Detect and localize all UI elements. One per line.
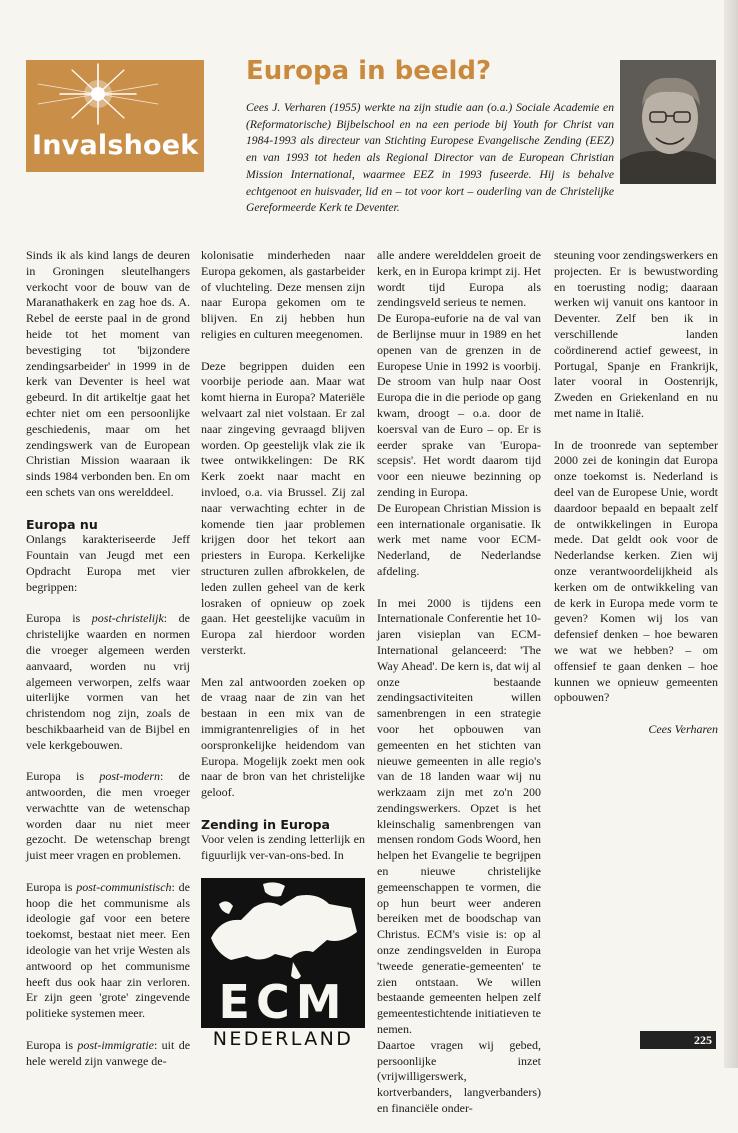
heading-zending-in-europa: Zending in Europa <box>201 816 330 832</box>
paragraph: In mei 2000 is tijdens een Internationale Conferentie het 10-jaren visieplan van ECM-International gelanceerd: 'The Way Ahead'. De kern is, dat wij al onze bestaande zendingsactiviteiten willen samenbrengen in een strategie voor het opbouwen van gemeenten en het stichten van nieuwe gemeenten in alle regio's van de 18 landen waar wij nu werkzaam zijn met zo'n 200 zendingswerkers. Opzet is het kleinschalig samenbrengen van mensen rondom Gods Woord, hen helpen het Evangelie te begrijpen en nieuwe christelijke gemeenschappen te vormen, die op hun beurt weer anderen bereiken met de boodschap van Christus. ECM's visie is: op al onze zendingsvelden in Europa 'tweede generatie-gemeenten' te zien ontstaan. We willen bestaande gemeenten helpen zelf gemeentestichtende initiatieven te nemen. <box>377 595 541 1037</box>
paragraph: De Europa-euforie na de val van de Berlijnse muur in 1989 en het openen van de grenzen in de Europese Unie in 1992 is voorbij. De stroom van hulp naar Oost Europa die in die periode op gang kwam, droogt – o.a. door de koersval van de Euro – op. Er is eerder sprake van 'Europa-scepsis'. Het wordt daarom tijd voor een nieuwe bezinning op zending in Europa. <box>377 311 541 499</box>
page-number: 225 <box>640 1031 716 1049</box>
paragraph: In de troonrede van september 2000 zei de koningin dat Europa onze toekomst is. Nederland is deel van de Europese Unie, wordt daardoor bepaald en bepaalt zelf de ontwikkelingen in Europa mede. Dat geldt ook voor de Nederlandse kerken. Zien wij onze verantwoordelijkheid als kerken om de ontwikkeling van de kerk in Europa mede vorm te geven? Komen wij los van defensief denken – hoe bewaren we wat we hebben? – om offensief te gaan denken – hoe kunnen we opnieuw gemeenten opbouwen? <box>554 437 718 705</box>
column-1 <box>26 248 190 1085</box>
term: post-christelijk <box>91 611 164 626</box>
column-4 <box>554 248 718 754</box>
paragraph: Europa is post-communistisch: de hoop die het communisme als ideologie gaf voor een betere toekomst, bestaat niet meer. Een ideologie van het vrije Westen als antwoord op het communisme heeft dus ook haar zin verloren. Er zijn geen 'grote' zingevende politieke systemen meer. <box>26 879 190 1021</box>
heading-europa-nu: Europa nu <box>26 516 98 532</box>
page-edge <box>724 0 738 1068</box>
article-title: Europa in beeld? <box>246 56 492 86</box>
paragraph: alle andere werelddelen groeit de kerk, en in Europa krimpt zij. Het wordt tijd Europa als zendingsveld serieus te nemen. <box>377 248 541 310</box>
invalshoek-badge <box>26 60 204 172</box>
paragraph: Europa is post-christelijk: de christelijke waarden en normen die vroeger algemeen werden aanvaard, worden nu vrij algemeen verworpen, zelfs waar uiterlijke vormen van het christendom nog zijn, zoals de beschikbaarheid van de Bijbel en vele kerkgebouwen. <box>26 611 190 752</box>
paragraph: Sinds ik als kind langs de deuren in Groningen sleutelhangers verkocht voor de bouw van de Maranathakerk en zag hoe ds. A. Rebel de eerste paal in de grond heide tot het moment van bevestiging tot 'bijzondere zendingsarbeider' in 1999 in de kerk van Deventer is heel wat gebeurd. In dit artikeltje gaat het echter niet om een persoonlijke geschiedenis, maar om het zendingswerk van de European Christian Mission waaraan ik sinds 1984 verbonden ben. En om een schets van ons werelddeel. <box>26 248 190 499</box>
paragraph: Daartoe vragen wij gebed, persoonlijke inzet (vrijwilligerswerk, kortverbanders, langverbanders) en financiële onder- <box>377 1037 541 1116</box>
paragraph: Men zal antwoorden zoeken op de vraag naar de zin van het bestaan in een mix van de immigrantenreligies of in het oorspronkelijke heidendom van Europa. Mogelijk zoekt men ook naar de bron van het christelijke geloof. <box>201 674 365 800</box>
europe-map-icon <box>201 878 365 1028</box>
author-photo <box>620 60 716 184</box>
term: post-immigratie <box>77 1037 155 1052</box>
paragraph: De European Christian Mission is een internationale organisatie. Ik werk met name voor ECM-Nederland, de Nederlandse afdeling. <box>377 500 541 578</box>
ecm-logo <box>201 878 365 1051</box>
paragraph: Europa is post-modern: de antwoorden, die men vroeger verwachtte van de wetenschap worden daar nu niet meer gezocht. De wetenschap brengt juist meer vragen en problemen. <box>26 769 191 863</box>
column-2 <box>201 248 365 1051</box>
term: post-modern <box>99 769 161 784</box>
paragraph: Onlangs karakteriseerde Jeff Fountain van Jeugd met een Opdracht Europa met vier begrippen: <box>26 532 190 594</box>
badge-label: Invalshoek <box>32 130 199 161</box>
paragraph: Europa is post-immigratie: uit de hele wereld zijn vanwege de- <box>26 1037 191 1068</box>
signature: Cees Verharen <box>648 721 718 736</box>
paragraph: kolonisatie minderheden naar Europa gekomen, als gastarbeider of vluchteling. Deze mensen zijn naar Europa gekomen om te blijven. En zij hebben hun religies en culturen meegenomen. <box>201 248 365 341</box>
column-3 <box>377 248 541 1133</box>
term: post-communistisch <box>76 879 172 894</box>
author-intro: Cees J. Verharen (1955) werkte na zijn studie aan (o.a.) Sociale Academie en (Reformatorische) Bijbelschool en na een periode bij Youth for Christ van 1984-1993 als directeur van Stichting Europese Evangelische Zending (EEZ) en van 1993 tot heden als Regional Director van de European Christian Mission International, waarmee EEZ in 1993 fuseerde. Hij is behalve echtgenoot en huisvader, lid en – tot voor kort – ouderling van de Christelijke Gereformeerde Kerk te Deventer. <box>246 101 614 215</box>
logo-country: NEDERLAND <box>212 1028 354 1051</box>
paragraph: steuning voor zendingswerkers en projecten. Er is bewustwording en toerusting nodig; daaraan werken wij vanuit ons kantoor in Deventer. Zelf ben ik in verschillende landen coördinerend actief geweest, in Portugal, Spanje en Frankrijk, later vooral in Oostenrijk, Zweden en Griekenland en nu met name in Italië. <box>554 248 718 420</box>
paragraph: Deze begrippen duiden een voorbije periode aan. Maar wat komt hierna in Europa? Materiële welvaart zal niet volstaan. Er zal naar zingeving gevraagd blijven worden. Op geestelijk vlak zie ik twee ontwikkelingen: De RK Kerk zoekt naar macht en invloed, o.a. via Brussel. Zij zal naar verwachting echter in de komende tien jaar problemen krijgen door het tekort aan priesters in Europa. Kerkelijke structuren zullen afbrokkelen, de leden zullen geheel van de kerk losraken of opnieuw op zoek gaan. Het geestelijke vacuüm in Europa zal hierdoor worden versterkt. <box>201 358 365 657</box>
paragraph: Voor velen is zending letterlijk en figuurlijk ver-van-ons-bed. In <box>201 832 365 863</box>
logo-letters: ECM <box>218 975 348 1029</box>
